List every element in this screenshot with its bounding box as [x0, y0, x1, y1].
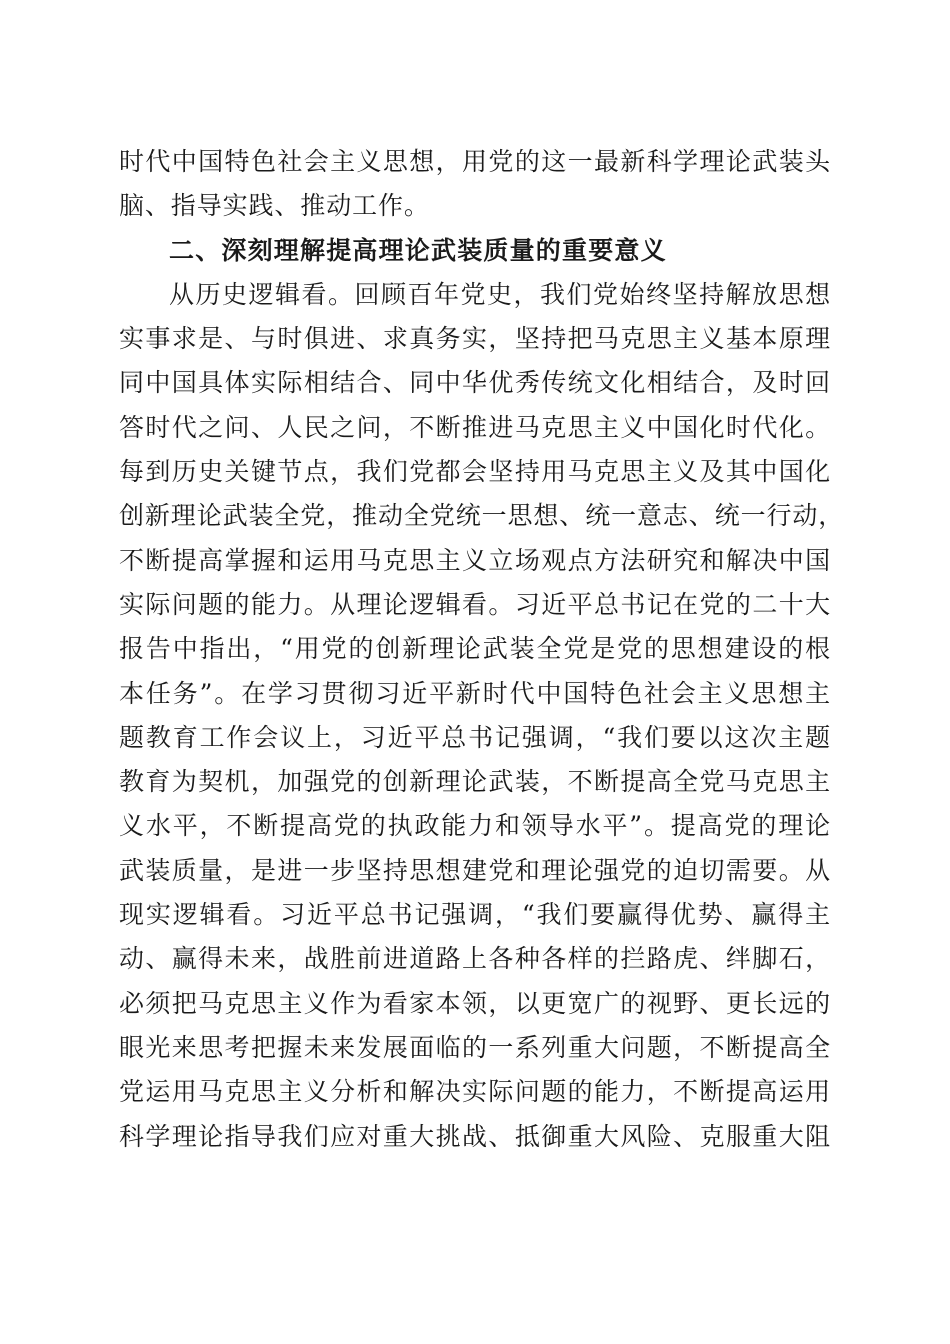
- text-line: 脑、指导实践、推动工作。: [119, 191, 430, 221]
- text-line: 现实逻辑看。习近平总书记强调，“我们要赢得优势、赢得主: [119, 900, 831, 930]
- text-line: 必须把马克思主义作为看家本领，以更宽广的视野、更长远的: [119, 988, 831, 1018]
- paragraph-first-line: 从历史逻辑看。回顾百年党史，我们党始终坚持解放思想: [169, 279, 831, 309]
- text-line: 每到历史关键节点，我们党都会坚持用马克思主义及其中国化: [119, 457, 831, 487]
- text-line: 创新理论武装全党，推动全党统一思想、统一意志、统一行动，: [119, 501, 845, 531]
- text-line: 教育为契机，加强党的创新理论武装，不断提高全党马克思主: [119, 767, 831, 797]
- text-line: 实事求是、与时俱进、求真务实，坚持把马克思主义基本原理: [119, 324, 831, 354]
- text-line: 本任务”。在学习贯彻习近平新时代中国特色社会主义思想主: [119, 678, 831, 708]
- text-line: 实际问题的能力。从理论逻辑看。习近平总书记在党的二十大: [119, 589, 831, 619]
- text-line: 科学理论指导我们应对重大挑战、抵御重大风险、克服重大阻: [119, 1121, 831, 1151]
- text-line: 时代中国特色社会主义思想，用党的这一最新科学理论武装头: [119, 147, 831, 176]
- text-line: 同中国具体实际相结合、同中华优秀传统文化相结合，及时回: [119, 368, 831, 398]
- text-line: 不断提高掌握和运用马克思主义立场观点方法研究和解决中国: [119, 545, 831, 575]
- text-line: 眼光来思考把握未来发展面临的一系列重大问题，不断提高全: [119, 1032, 831, 1062]
- text-line: 义水平，不断提高党的执政能力和领导水平”。提高党的理论: [119, 811, 831, 841]
- text-line: 题教育工作会议上，习近平总书记强调，“我们要以这次主题: [119, 722, 831, 752]
- text-line: 武装质量，是进一步坚持思想建党和理论强党的迫切需要。从: [119, 855, 831, 885]
- section-heading: 二、深刻理解提高理论武装质量的重要意义: [169, 235, 667, 265]
- text-line: 报告中指出，“用党的创新理论武装全党是党的思想建设的根: [119, 634, 831, 664]
- text-line: 答时代之问、人民之问，不断推进马克思主义中国化时代化。: [119, 412, 831, 442]
- text-line: 动、赢得未来，战胜前进道路上各种各样的拦路虎、绊脚石，: [119, 944, 831, 974]
- body-text: [119, 140, 845, 1159]
- text-line: 党运用马克思主义分析和解决实际问题的能力，不断提高运用: [119, 1077, 831, 1107]
